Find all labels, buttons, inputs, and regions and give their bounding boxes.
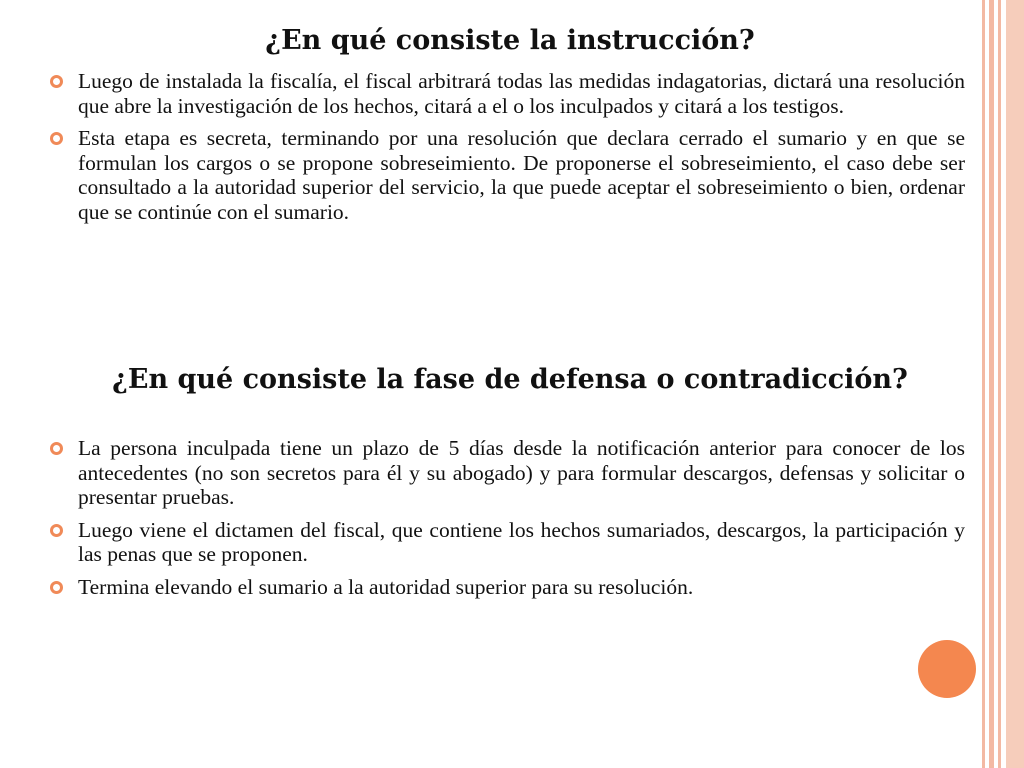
ring-bullet-icon <box>50 581 63 594</box>
decorative-circle <box>918 640 976 698</box>
list-item <box>50 126 965 224</box>
ring-bullet-icon <box>50 132 63 145</box>
list-item <box>50 436 965 510</box>
list-item <box>50 69 965 118</box>
section-title-instruccion: ¿En qué consiste la instrucción? <box>265 25 755 56</box>
ring-bullet-icon <box>50 75 63 88</box>
ring-bullet-icon <box>50 524 63 537</box>
instruccion-bullet-list <box>50 69 965 232</box>
bullet-text: Luego viene el dictamen del fiscal, que contiene los hechos sumariados, descargos, la participación y las penas que se proponen. <box>78 517 965 566</box>
bullet-text: La persona inculpada tiene un plazo de 5 días desde la notificación anterior para conocer de los antecedentes (no son secretos para él y su abogado) y para formular descargos, defensas y solicitar o presentar pruebas. <box>78 436 965 509</box>
section-title-defensa: ¿En qué consiste la fase de defensa o contradicción? <box>112 364 908 395</box>
defensa-bullet-list <box>50 436 965 607</box>
bullet-text: Luego de instalada la fiscalía, el fiscal arbitrará todas las medidas indagatorias, dictará una resolución que abre la investigación de los hechos, citará a el o los inculpados y citará a los testigos. <box>78 69 965 118</box>
bullet-text: Termina elevando el sumario a la autoridad superior para su resolución. <box>78 574 694 599</box>
list-item <box>50 575 965 600</box>
list-item <box>50 518 965 567</box>
bullet-text: Esta etapa es secreta, terminando por una resolución que declara cerrado el sumario y en que se formulan los cargos o se propone sobreseimiento. De proponerse el sobreseimiento, el caso debe ser consultado a la autoridad superior del servicio, la que puede aceptar el sobreseimiento o bien, ordenar que se continúe con el sumario. <box>78 126 965 224</box>
ring-bullet-icon <box>50 442 63 455</box>
